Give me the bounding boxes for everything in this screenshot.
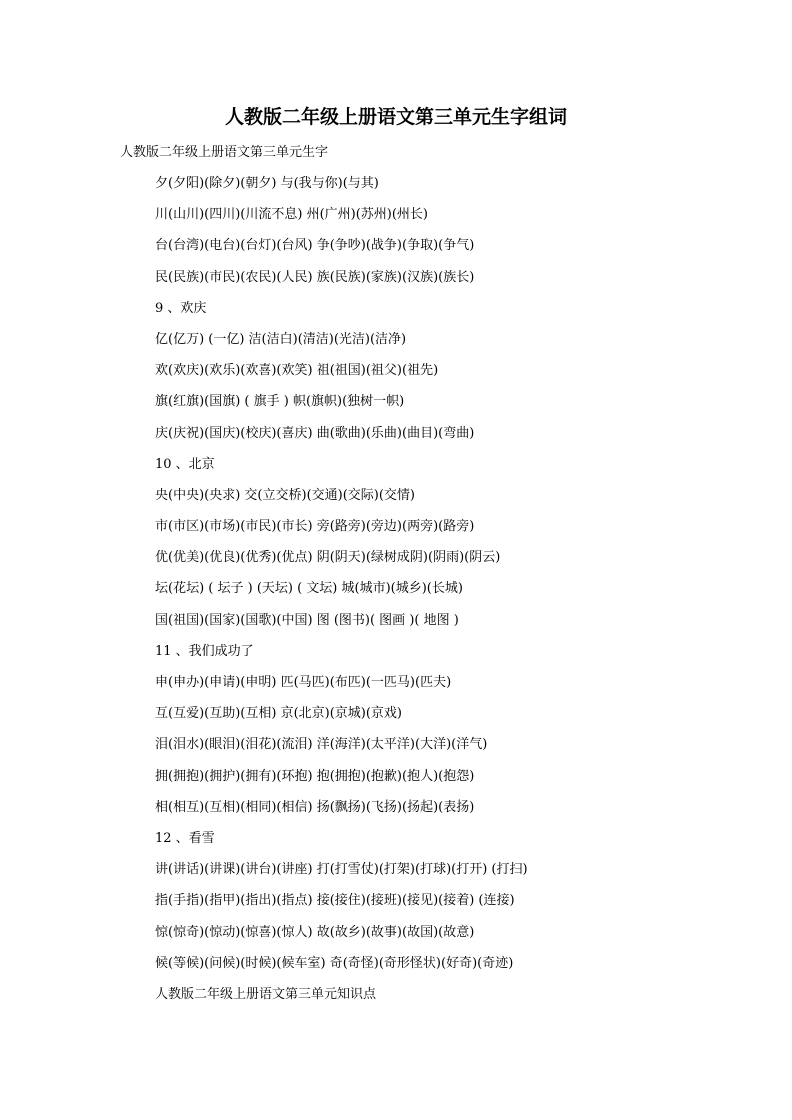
list-item: 互(互爱)(互助)(互相) 京(北京)(京城)(京戏): [155, 706, 402, 722]
list-item: 旗(红旗)(国旗) ( 旗手 ) 帜(旗帜)(独树一帜): [155, 394, 405, 410]
list-item: 庆(庆祝)(国庆)(校庆)(喜庆) 曲(歌曲)(乐曲)(曲目)(弯曲): [155, 425, 475, 441]
page-title: 人教版二年级上册语文第三单元生字组词: [224, 106, 567, 128]
list-item: 拥(拥抱)(拥护)(拥有)(环抱) 抱(拥抱)(抱歉)(抱人)(抱怨): [155, 768, 475, 784]
list-item: 讲(讲话)(讲课)(讲台)(讲座) 打(打雪仗)(打架)(打球)(打开) (打扫): [155, 862, 528, 878]
list-item: 候(等候)(问候)(时候)(候车室) 奇(奇怪)(奇形怪状)(好奇)(奇迹): [155, 955, 514, 971]
list-item: 央(中央)(央求) 交(立交桥)(交通)(交际)(交情): [155, 487, 415, 503]
list-item: 欢(欢庆)(欢乐)(欢喜)(欢笑) 祖(祖国)(祖父)(祖先): [155, 363, 439, 379]
list-item: 相(相互)(互相)(相同)(相信) 扬(飘扬)(飞扬)(扬起)(表扬): [155, 799, 475, 815]
list-item: 民(民族)(市民)(农民)(人民) 族(民族)(家族)(汉族)(族长): [155, 269, 475, 285]
list-item: 国(祖国)(国家)(国歌)(中国) 图 (图书)( 图画 )( 地图 ): [155, 612, 459, 628]
list-item: 泪(泪水)(眼泪)(泪花)(流泪) 洋(海洋)(太平洋)(大洋)(洋气): [155, 737, 488, 753]
section-heading: 9 、欢庆: [155, 300, 207, 316]
closing-heading: 人教版二年级上册语文第三单元知识点: [155, 986, 377, 1002]
list-item: 指(手指)(指甲)(指出)(指点) 接(接住)(接班)(接见)(接着) (连接): [155, 893, 515, 909]
list-item: 申(申办)(申请)(申明) 匹(马匹)(布匹)(一匹马)(匹夫): [155, 675, 452, 690]
list-item: 坛(花坛) ( 坛子 ) (天坛) ( 文坛) 城(城市)(城乡)(长城): [155, 581, 463, 597]
list-item: 川(山川)(四川)(川流不息) 州(广州)(苏州)(州长): [155, 207, 428, 223]
section-heading: 10 、北京: [155, 456, 215, 472]
list-item: 夕(夕阳)(除夕)(朝夕) 与(我与你)(与其): [155, 176, 379, 191]
document-subtitle: 人教版二年级上册语文第三单元生字: [120, 145, 329, 160]
word-list: [155, 174, 775, 1016]
list-item: 市(市区)(市场)(市民)(市长) 旁(路旁)(旁边)(两旁)(路旁): [155, 519, 475, 535]
list-item: 亿(亿万) (一亿) 洁(洁白)(清洁)(光洁)(洁净): [155, 331, 407, 347]
section-heading: 11 、我们成功了: [155, 643, 254, 659]
list-item: 优(优美)(优良)(优秀)(优点) 阴(阴天)(绿树成阴)(阴雨)(阴云): [155, 550, 501, 566]
list-item: 惊(惊奇)(惊动)(惊喜)(惊人) 故(故乡)(故事)(故国)(故意): [155, 924, 475, 940]
list-item: 台(台湾)(电台)(台灯)(台风) 争(争吵)(战争)(争取)(争气): [155, 238, 475, 254]
section-heading: 12 、看雪: [155, 830, 215, 846]
